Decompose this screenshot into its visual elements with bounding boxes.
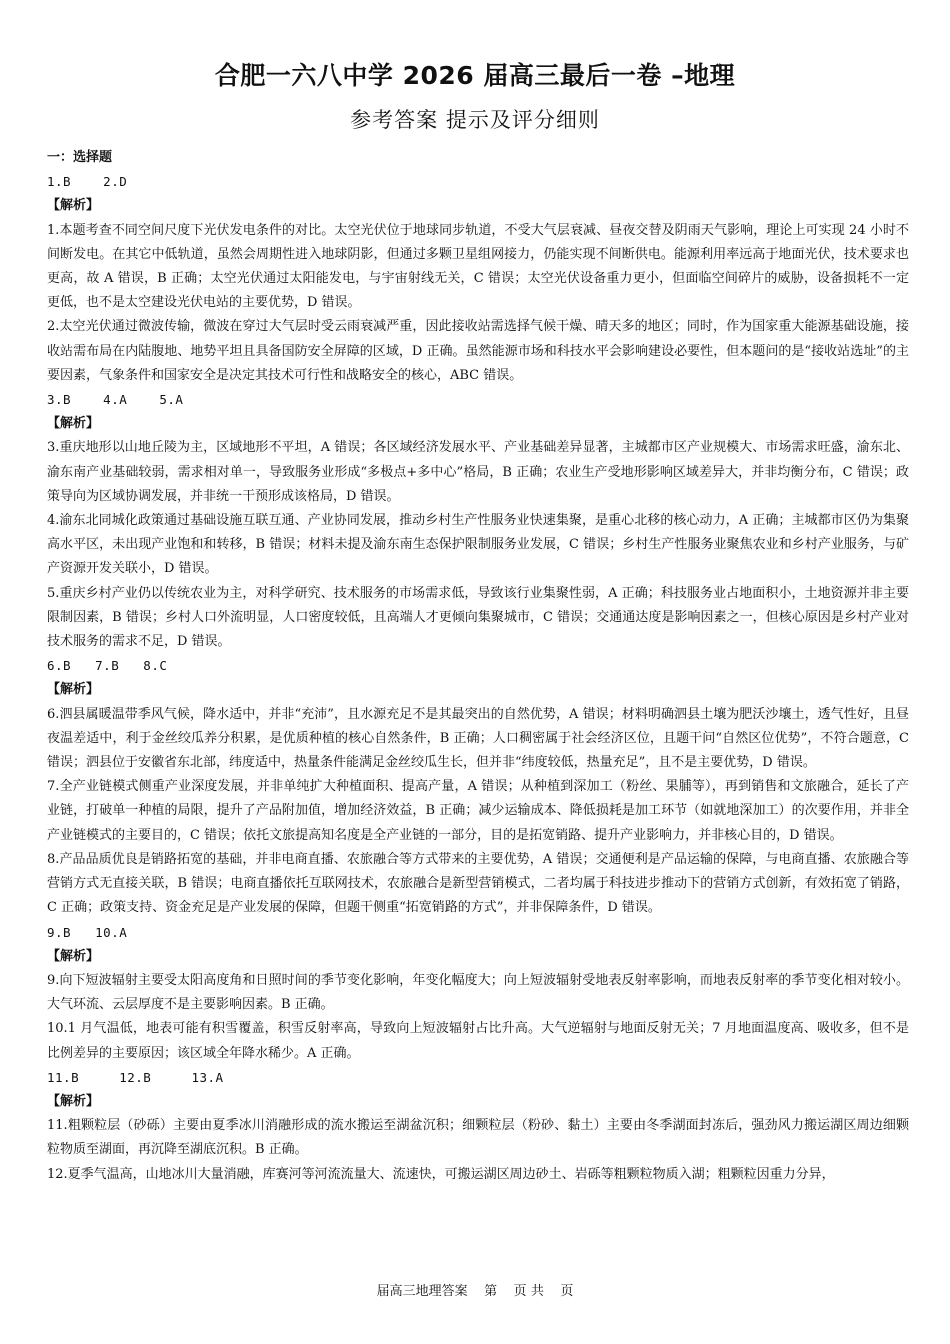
analysis-paragraph: 6.泗县属暖温带季风气候，降水适中，并非“充沛”，且水源充足不是其最突出的自然优势，A 错误；材料明确泗县土壤为肥沃沙壤土，透气性好，且昼夜温差适中，利于金丝绞瓜养分积累，是优质种植的核心自然条件，B 正确；人口稠密属于社会经济区位，且题干问“自然区位优势”，不符合题意，C 错误；泗县位于安徽省东北部，纬度适中，热量条件能满足金丝绞瓜生长，但并非“纬度较低，热量充足”，且不是主要优势，D 错误。 bbox=[47, 706, 909, 771]
answer-content bbox=[47, 146, 909, 1187]
analysis-paragraph: 3.重庆地形以山地丘陵为主，区域地形不平坦，A 错误；各区域经济发展水平、产业基础差异显著，主城都市区产业规模大、市场需求旺盛，渝东北、渝东南产业基础较弱，需求相对单一，导致服务业形成“多极点+多中心”格局，B 正确；农业生产受地形影响区域差异大，并非均衡分布，C 错误；政策导向为区域协调发展，并非统一干预形成该格局，D 错误。 bbox=[47, 440, 909, 504]
answer-line: 3.B 4.A 5.A bbox=[47, 392, 184, 408]
analysis-paragraph: 10.1 月气温低，地表可能有积雪覆盖，积雪反射率高，导致向上短波辐射占比升高。大气逆辐射与地面反射无关；7 月地面温度高、吸收多，但不是比例差异的主要原因；该区域全年降水稀少。A 正确。 bbox=[47, 1021, 909, 1061]
answer-group-5 bbox=[47, 1066, 909, 1187]
document-title: 合肥一六八中学 2026 届高三最后一卷 –地理 bbox=[214, 61, 736, 90]
section-heading: 一：选择题 bbox=[47, 150, 113, 165]
analysis-label: 【解析】 bbox=[47, 416, 100, 432]
analysis-paragraph: 11.粗颗粒层（砂砾）主要由夏季冰川消融形成的流水搬运至湖盆沉积；细颗粒层（粉砂、黏土）主要由冬季湖面封冻后，强劲风力搬运湖区周边细颗粒物质至湖面，再沉降至湖底沉积。B 正确。 bbox=[47, 1118, 909, 1158]
analysis-label: 【解析】 bbox=[47, 198, 100, 214]
answer-line: 9.B 10.A bbox=[47, 924, 128, 940]
analysis-paragraph: 5.重庆乡村产业仍以传统农业为主，对科学研究、技术服务的市场需求低，导致该行业集聚性弱，A 正确；科技服务业占地面积小，土地资源并非主要限制因素，B 错误；乡村人口外流明显，人口密度较低，且高端人才更倾向集聚城市，C 错误；交通通达度是影响因素之一，但核心原因是乡村产业对技术服务的需求不足，D 错误。 bbox=[47, 585, 909, 650]
analysis-paragraph: 2.太空光伏通过微波传输，微波在穿过大气层时受云雨衰减严重，因此接收站需选择气候干燥、晴天多的地区；同时，作为国家重大能源基础设施，接收站需布局在内陆腹地、地势平坦且具备国防安全屏障的区域，D 正确。虽然能源市场和科技水平会影响建设必要性，但本题问的是“接收站选址”的主要因素，气象条件和国家安全是决定其技术可行性和战略安全的核心，ABC 错误。 bbox=[47, 319, 909, 383]
analysis-paragraph: 12.夏季气温高，山地冰川大量消融，库赛河等河流流量大、流速快，可搬运湖区周边砂土、岩砾等粗颗粒物质入湖；粗颗粒因重力分异， bbox=[47, 1166, 835, 1182]
answer-line: 6.B 7.B 8.C bbox=[47, 658, 168, 674]
answer-group-2 bbox=[47, 388, 909, 654]
analysis-paragraph: 1.本题考查不同空间尺度下光伏发电条件的对比。太空光伏位于地球同步轨道，不受大气层衰减、昼夜交替及阴雨天气影响，理论上可实现 24 小时不间断发电。在其它中低轨道，虽然会周期性进入地球阴影，但通过多颗卫星组网接力，仍能实现不间断供电。能源利用率远高于地面光伏，技术要求也更高，故 A 错误，B 正确；太空光伏通过太阳能发电，与宇宙射线无关，C 错误；太空光伏设备重力更小，但面临空间碎片的威胁，设备损耗不一定更低，也不是太空建设光伏电站的主要优势，D 错误。 bbox=[47, 222, 909, 311]
analysis-label: 【解析】 bbox=[47, 682, 100, 698]
analysis-paragraph: 9.向下短波辐射主要受太阳高度角和日照时间的季节变化影响，年变化幅度大；向上短波辐射受地表反射率影响，而地表反射率的季节变化相对较小。大气环流、云层厚度不是主要影响因素。B 正确。 bbox=[47, 972, 909, 1013]
analysis-paragraph: 7.全产业链模式侧重产业深度发展，并非单纯扩大种植面积、提高产量，A 错误；从种植到深加工（粉丝、果脯等），再到销售和文旅融合，延长了产业链，打破单一种植的局限，提升了产品附加值，增加经济效益，B 正确；减少运输成本、降低损耗是加工环节（如就地深加工）的次要作用，并非全产业链模式的主要目的，C 错误；依托文旅提高知名度是全产业链的一部分，目的是拓宽销路、提升产业影响力，并非核心目的，D 错误。 bbox=[47, 779, 909, 843]
answer-group-4 bbox=[47, 921, 909, 1066]
analysis-paragraph: 4.渝东北同城化政策通过基础设施互联互通、产业协同发展，推动乡村生产性服务业快速集聚，是重心北移的核心动力，A 正确；主城都市区仍为集聚高水平区，未出现产业饱和和转移，B 错误；材料未提及渝东南生态保护限制服务业发展，C 错误；乡村生产性服务业聚焦农业和乡村产业服务，与矿产资源开发关联小，D 错误。 bbox=[47, 513, 909, 577]
analysis-label: 【解析】 bbox=[47, 1093, 100, 1109]
answer-line: 11.B 12.B 13.A bbox=[47, 1069, 224, 1085]
answer-group-3 bbox=[47, 654, 909, 920]
answer-group-1 bbox=[47, 170, 909, 388]
analysis-paragraph: 8.产品品质优良是销路拓宽的基础，并非电商直播、农旅融合等方式带来的主要优势，A 错误；交通便利是产品运输的保障，与电商直播、农旅融合等营销方式无直接关联，B 错误；电商直播依托互联网技术，农旅融合是新型营销模式，二者均属于科技进步推动下的营销方式创新，有效拓宽了销路，C 正确；政策支持、资金充足是产业发展的保障，但题干侧重“拓宽销路的方式”，并非保障条件，D 错误。 bbox=[47, 851, 909, 916]
analysis-label: 【解析】 bbox=[47, 948, 100, 964]
answer-line: 1.B 2.D bbox=[47, 174, 128, 190]
document-subtitle: 参考答案 提示及评分细则 bbox=[350, 108, 600, 132]
page-footer: 届高三地理答案 第 页 共 页 bbox=[376, 1284, 574, 1299]
